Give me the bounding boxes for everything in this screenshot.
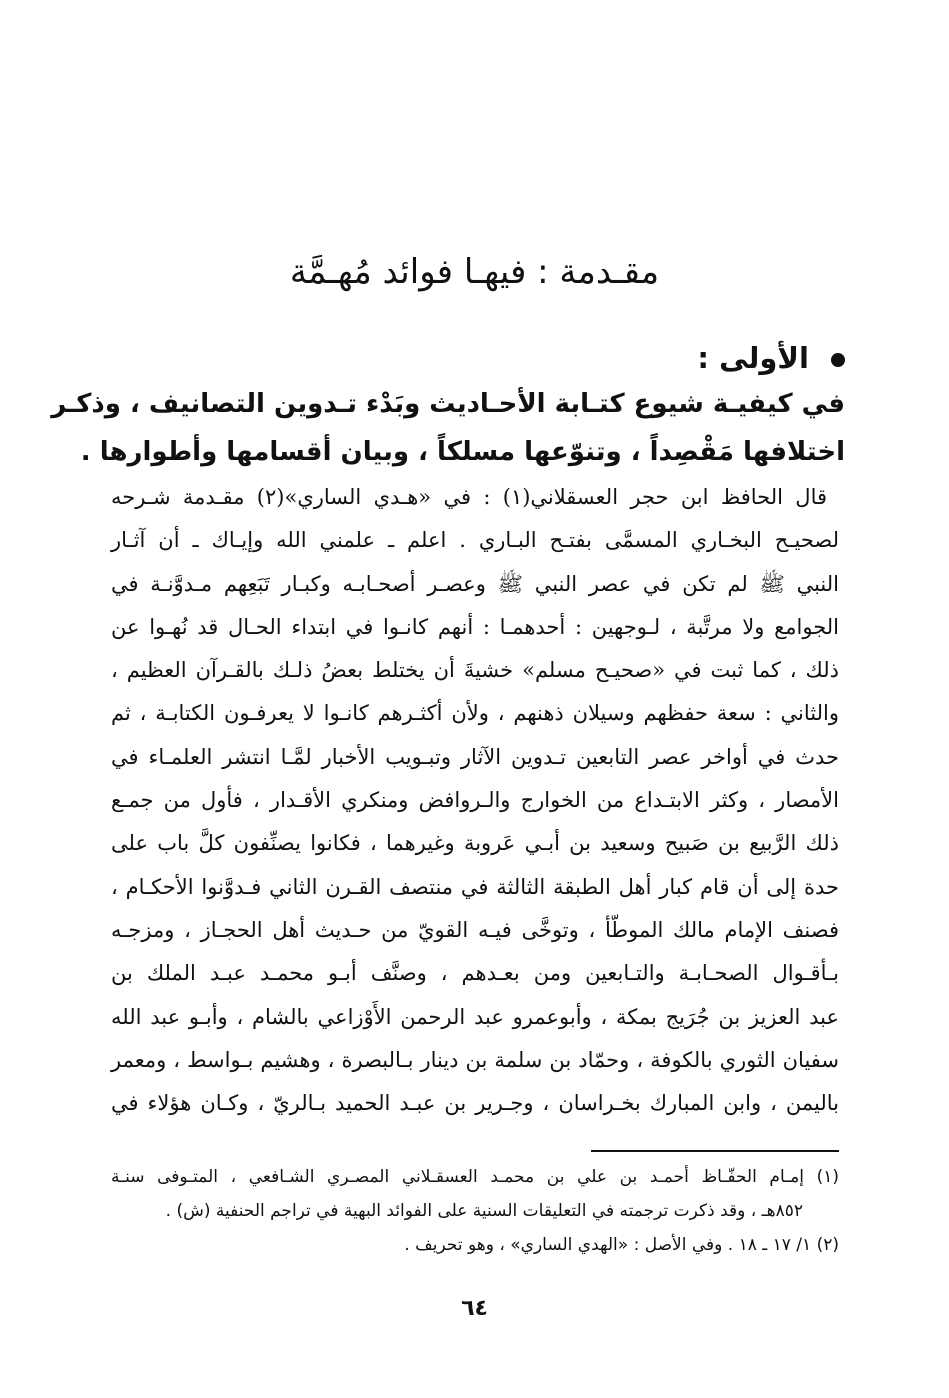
page-number: ٦٤	[461, 1296, 488, 1321]
page-title: مقـدمة : فيهـا فوائد مُهـمَّة	[289, 252, 660, 292]
body-line: الأمصار ، وكثر الابتـداع من الخوارج والـروافض ومنكري الأقـدار ، فأول من جمـع	[111, 788, 839, 813]
footnote-text: ١/ ١٧ ـ ١٨ . وفي الأصل : «الهدي الساري» ، وهو تحريف .	[404, 1235, 812, 1255]
body-line: ذلك الرَّبيع بن صَبيح وسعيد بن أبـي عَروبة وغيرهما ، فكانوا يصنِّفون كلَّ باب على	[111, 831, 839, 856]
heading-line: في كيفيـة شيوع كتـابة الأحـاديث وبَدْء تـدوين التصانيف ، وذكـر	[51, 389, 845, 419]
body-line: حدث في أواخر عصر التابعين تـدوين الآثار وتبـويب الأخبار لمَّـا انتشر العلمـاء في	[111, 744, 839, 769]
section-label-text: الأولى :	[697, 341, 809, 375]
footnote-marker: (٢)	[816, 1235, 839, 1255]
body-line: حدة إلى أن قام كبار أهل الطبقة الثالثة في منتصف القـرن الثاني فـدوَّنوا الأحكـام ،	[111, 874, 839, 899]
body-line: عبد العزيز بن جُرَيج بمكة ، وأبوعمرو عبد الرحمن الأَوْزاعي بالشام ، وأبـو عبد الله	[111, 1004, 839, 1029]
body-line: والثاني : سعة حفظهم وسيلان ذهنهم ، ولأن أكثـرهم كانـوا لا يعرفـون الكتابـة ، ثم	[111, 701, 839, 726]
footnote-divider	[591, 1150, 839, 1152]
footnote-2	[111, 1228, 839, 1262]
heading-line: اختلافها مَقْصِداً ، وتنوّعها مسلكاً ، وبيان أقسامها وأطوارها .	[80, 437, 845, 467]
body-line: سفيان الثوري بالكوفة ، وحمّاد بن سلمة بن دينار بـالبصرة ، وهشيم بـواسط ، ومعمر	[111, 1047, 839, 1072]
body-line: الجوامع ولا مرتَّبة ، لـوجهين : أحدهمـا : أنهم كانـوا في ابتداء الحـال قد نُهـوا عن	[111, 614, 839, 639]
body-line: ذلك ، كما ثبت في «صحيـح مسلم» خشيةَ أن يختلط بعضُ ذلـك بالقـرآن العظيم ،	[111, 658, 839, 683]
footnote-text: إمـام الحفّـاظ أحمـد بن علي بن محمـد العسقـلاني المصـري الشـافعي ، المتـوفى سنـة	[111, 1167, 804, 1187]
body-line: قال الحافظ ابن حجر العسقلاني(١) : في «هـدي الساري»(٢) مقـدمة شـرحه	[111, 485, 828, 509]
footnote-1	[111, 1160, 839, 1194]
body-text	[111, 476, 839, 1125]
bullet-icon	[831, 353, 845, 367]
body-line: بـأقـوال الصحـابـة والتـابعين ومن بعـدهم ، وصنَّف أبـو محمـد عبـد الملك بن	[111, 961, 839, 986]
section-heading	[51, 380, 845, 476]
body-line: النبي ﷺ لم تكن في عصر النبي ﷺ وعصـر أصحـابـه وكبـار تَبَعِهم مـدوَّنـة في	[111, 571, 839, 596]
body-line: لصحيـح البخـاري المسمَّى بفتـح البـاري . اعلم ـ علمني الله وإيـاك ـ أن آثـار	[111, 528, 839, 553]
footnote-1-continued: ٨٥٢هـ ، وقد ذكرت ترجمته في التعليقات السنية على الفوائد البهية في تراجم الحنفية (ش) .	[165, 1201, 803, 1221]
body-line: فصنف الإمام مالك الموطّأ ، وتوخَّى فيـه القويّ من حـديث أهل الحجـاز ، ومزجـه	[111, 917, 839, 942]
body-line: باليمن ، وابن المبارك بخـراسان ، وجـرير بن عبـد الحميد بـالريّ ، وكـان هؤلاء في	[111, 1091, 839, 1116]
footnote-marker: (١)	[816, 1167, 839, 1187]
footnotes	[111, 1160, 839, 1262]
section-label	[697, 338, 845, 378]
